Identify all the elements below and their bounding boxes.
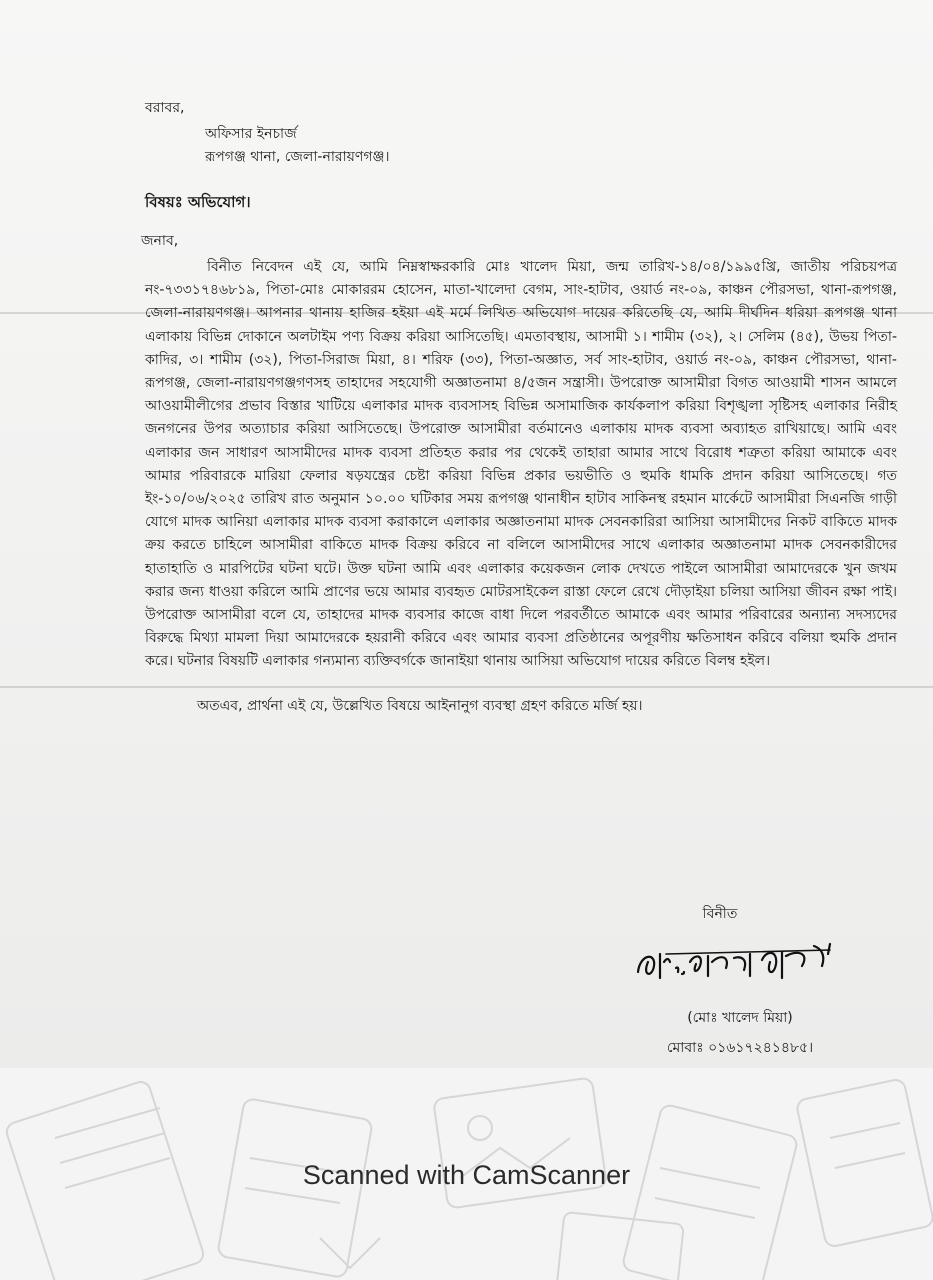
recipient-title: অফিসার ইনচার্জ [205,126,297,142]
signature-block [620,902,860,1060]
letter-body-text: বিনীত নিবেদন এই যে, আমি নিম্নস্বাক্ষরকারি মোঃ খালেদ মিয়া, জন্ম তারিখ-১৪/০৪/১৯৯৫খ্রি, জাতীয় পরিচয়পত্র নং-৭৩৩১৭৪৬৮১৯, পিতা-মোঃ মোকাররম হোসেন, মাতা-খালেদা বেগম, সাং-হাটাব, ওয়ার্ড নং-০৯, কাঞ্চন পৌরসভা, থানা-রূপগঞ্জ, জেলা-নারায়ণগঞ্জ। আপনার থানায় হাজির হইয়া এই মর্মে লিখিত অভিযোগ দায়ের করিতেছি যে, আমি দীর্ঘদিন ধরিয়া রূপগঞ্জ থানা এলাকায় বিভিন্ন দোকানে অলটাইম পণ্য বিক্রয় করিয়া আসিতেছি। এমতাবস্থায়, আসামী ১। শামীম (৩২), ২। সেলিম (৪৫), উভয় পিতা-কাদির, ৩। শামীম (৩২), পিতা-সিরাজ মিয়া, ৪। শরিফ (৩৩), পিতা-অজ্ঞাত, সর্ব সাং-হাটাব, ওয়ার্ড নং-০৯, কাঞ্চন পৌরসভা, থানা-রূপগঞ্জ, জেলা-নারায়ণগঞ্জগণসহ তাহাদের সহযোগী অজ্ঞাতনামা ৪/৫জন সন্ত্রাসী। উপরোক্ত আসামীরা বিগত আওয়ামী শাসন আমলে আওয়ামীলীগের প্রভাব বিস্তার খাটিয়ে এলাকার মাদক ব্যবসাসহ বিভিন্ন অসামাজিক কার্যকলাপ করিয়া বিশৃঙ্খলা সৃষ্টিসহ এলাকার নিরীহ জনগনের উপর অত্যাচার করিয়া আসিতেছে। উপরোক্ত আসামীরা বর্তমানেও এলাকায় মাদক ব্যবসা অব্যাহত রাখিয়াছে। আমি এবং এলাকার জন সাধারণ আসামীদের মাদক ব্যবসা প্রতিহত করার পর থেকেই তাহারা আমার সাথে বিরোধ শত্রুতা করিয়া আমাকে এবং আমার পরিবারকে মারিয়া ফেলার ষড়যন্ত্রের চেষ্টা করিয়া বিভিন্ন প্রকার ভয়ভীতি ও হুমকি ধামকি প্রদান করিয়া আসিতেছে। গত ইং-১০/০৬/২০২৫ তারিখ রাত অনুমান ১০.০০ ঘটিকার সময় রূপগঞ্জ থানাধীন হাটাব সাকিনস্থ রহমান মার্কেটে আসামীরা সিএনজি গাড়ী যোগে মাদক আনিয়া এলাকার মাদক ব্যবসা করাকালে এলাকার অজ্ঞাতনামা মাদক সেবনকারিরা আসিয়া আসামীদের নিকট বাকিতে মাদক ক্রয় করতে চাহিলে আসামীরা বাকিতে মাদক বিক্রয় করিবে না বলিলে আসামীদের সাথে এলাকার অজ্ঞাতনামা মাদক সেবনকারীদের হাতাহাতি ও মারপিটের ঘটনা ঘটে। উক্ত ঘটনা আমি এবং এলাকার কয়েকজন লোক দেখতে পাইলে আসামীরা আমাদেরকে খুন জখম করার জন্য ধাওয়া করিলে আমি প্রাণের ভয়ে আমার ব্যবহৃত মোটরসাইকেল রাস্তা ফেলে রেখে দৌড়াইয়া চলিয়া আসিয়া জীবন রক্ষা পাই। উপরোক্ত আসামীরা বলে যে, তাহাদের মাদক ব্যবসার কাজে বাধা দিলে পরবর্তীতে আমাকে এবং আমার পরিবারের অন্যান্য সদস্যদের বিরুদ্ধে মিথ্যা মামলা দিয়া আমাদেরকে হয়রানী করিবে এবং আমার ব্যবসা প্রতিষ্ঠানের অপূরণীয় ক্ষতিসাধন করিবে বলিয়া হুমকি প্রদান করে। ঘটনার বিষয়টি এলাকার গন্যমান্য ব্যক্তিবর্গকে জানাইয়া থানায় আসিয়া অভিযোগ দায়ের করিতে বিলম্ব হইল। [145,259,897,670]
signer-mobile: মোবাঃ ০১৬১৭২৪১৪৮৫। [666,1040,814,1056]
subject-line: বিষয়ঃ অভিযোগ। [145,193,251,211]
letter-body [145,256,897,674]
letter [141,98,905,717]
handwritten-signature [630,932,850,992]
camscanner-footer [0,1068,933,1280]
signer-name: (মোঃ খালেদ মিয়া) [687,1010,793,1026]
sign-off: বিনীত [702,906,738,922]
recipient-address: রূপগঞ্জ থানা, জেলা-নারায়ণগঞ্জ। [205,149,390,165]
camscanner-watermark-text: Scanned with CamScanner [302,1160,631,1190]
closing-paragraph: অতএব, প্রার্থনা এই যে, উল্লেখিত বিষয়ে আইনানুগ ব্যবস্থা গ্রহণ করিতে মর্জি হয়। [197,697,643,714]
to-label: বরাবর, [145,100,185,116]
salutation: জনাব, [141,233,179,249]
